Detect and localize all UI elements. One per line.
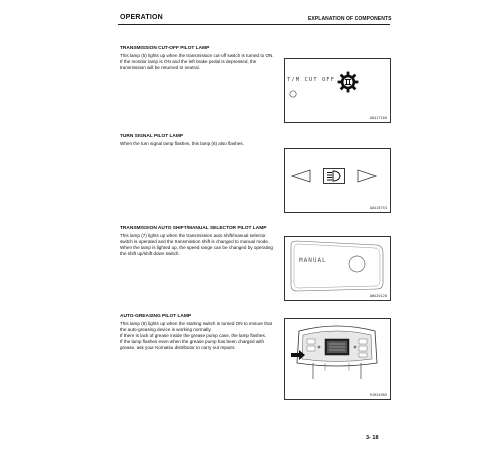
paragraph: When the turn signal lamp flashes, this lamp (6) also flashes. (120, 140, 244, 146)
panel-outline (285, 237, 390, 300)
right-turn-arrow-icon (357, 169, 377, 183)
paragraph: If the lamp flashes even when the grease pump has been charged with grease, ask your Komatsu distributor to carry out repairs. (120, 339, 265, 351)
section-title: TURN SIGNAL PILOT LAMP (120, 134, 184, 139)
figure-caption: AD416753 (369, 206, 387, 210)
figure-auto-greasing (284, 318, 391, 400)
page-number: 3- 18 (366, 435, 379, 441)
pilot-lamp-icon (289, 90, 297, 98)
tm-cut-off-label: T/M CUT OFF (287, 77, 336, 83)
paragraph: This lamp (7) lights up when the transmission auto shift/manual selector switch is operated and the transmission shift is changed to manual mode. (120, 232, 270, 244)
figure-caption: 9JH34985 (369, 393, 387, 397)
paragraph: When the lamp is lighted up, the speed range can be changed by operating the shift up/shift down switch. (120, 244, 273, 257)
figure-caption: AW420120 (369, 294, 387, 298)
figure-turn-signal (284, 148, 391, 213)
section-title: TRANSMISSION AUTO SHIFT/MANUAL SELECTOR PILOT LAMP (120, 226, 267, 231)
left-turn-arrow-icon (291, 169, 311, 183)
section-body (120, 53, 278, 72)
paragraph: If there is lack of grease inside the grease pump case, the lamp flashes. (120, 332, 267, 338)
section-title: AUTO-GREASING PILOT LAMP (120, 314, 192, 319)
transmission-gear-icon (337, 71, 359, 93)
section-transmission-cutoff (120, 46, 278, 71)
monitor-panel-drawing (285, 319, 390, 399)
section-body (120, 233, 278, 258)
section-title: TRANSMISSION CUT-OFF PILOT LAMP (120, 46, 210, 51)
section-body (120, 321, 278, 352)
paragraph: If the monitor lamp is ON and the left brake pedal is depressed, the transmission will be returned to neutral. (120, 58, 257, 70)
figure-manual-mode (284, 236, 391, 301)
section-turn-signal (120, 134, 290, 147)
section-auto-greasing (120, 314, 278, 352)
figure-transmission-cutoff (284, 58, 391, 123)
paragraph: This lamp (5) lights up when the transmission cut-off switch is turned to ON. (120, 52, 274, 58)
figure-caption: AD417160 (369, 116, 387, 120)
section-body (120, 141, 290, 147)
running-header-chapter: EXPLANATION OF COMPONENTS (308, 16, 392, 22)
running-header-section: OPERATION (120, 14, 163, 21)
manual-label: MANUAL (299, 257, 327, 264)
paragraph: This lamp (8) lights up when the starting switch is turned ON to ensure that the auto-greasing device is working normally. (120, 320, 272, 332)
header-rule (118, 24, 390, 25)
section-auto-shift-manual (120, 226, 278, 257)
headlamp-icon (323, 168, 345, 184)
